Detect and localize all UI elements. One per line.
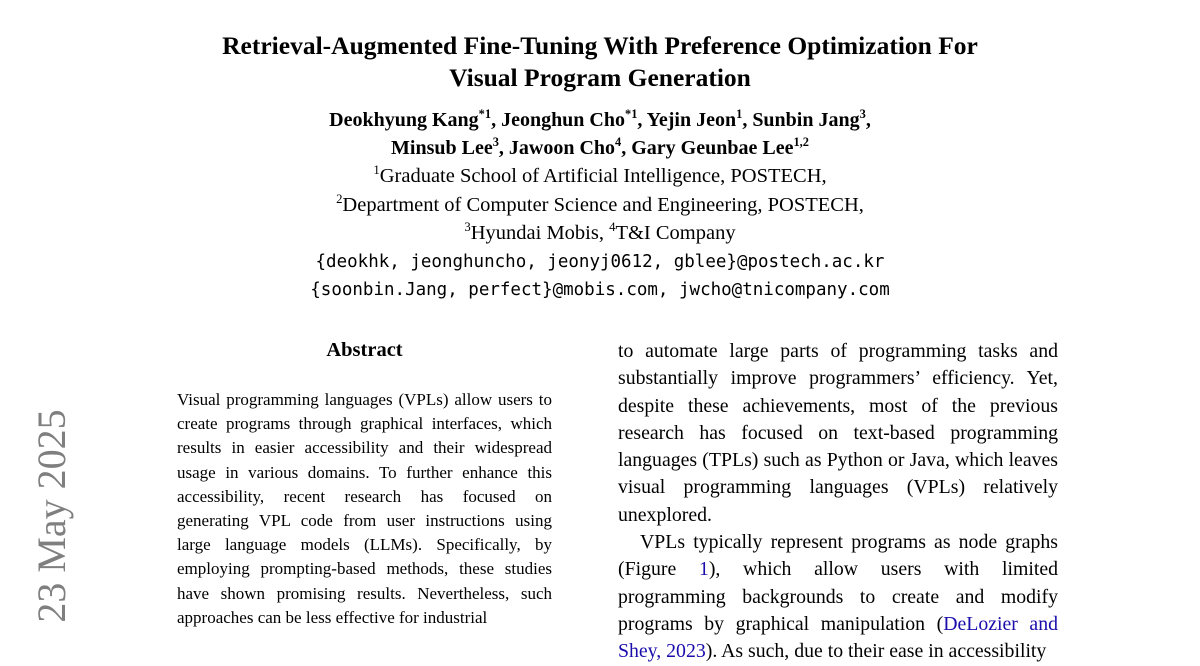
arxiv-side-date: 23 May 2025	[29, 409, 74, 623]
affil-text: T&I Company	[615, 222, 736, 244]
affil-sup: 3	[464, 219, 471, 234]
body-paragraph-1: to automate large parts of programming tasks and substantially improve programmers’ efficiency. Yet, despite these achievements, most of the previous research has focused on text-based programming languages (TPLs) such as Python or Java, which leaves visual programming languages (VPLs) relatively unexplored.	[618, 340, 1058, 526]
affil-sup: 2	[336, 191, 343, 206]
author-affil-sup: 1,2	[793, 134, 809, 149]
author-name: Minsub Lee	[391, 137, 493, 159]
author-name: Jawoon Cho	[508, 137, 616, 159]
author-affil-sup: 4	[615, 134, 622, 149]
paper-header	[0, 30, 1200, 305]
body-text: ), which allow users with limited programming backgrounds to create and modify programs by graphical manipulation (	[618, 558, 1058, 635]
author-affil-sup: *1	[478, 106, 492, 121]
paper-title	[0, 30, 1200, 94]
author-separator: ,	[637, 109, 647, 131]
affiliation-3	[0, 219, 1200, 248]
affiliation-1	[0, 162, 1200, 191]
email-line-1: {deokhk, jeonghuncho, jeonyj0612, gblee}@postech.ac.kr	[315, 251, 885, 272]
author-list	[0, 106, 1200, 162]
title-line-2: Visual Program Generation	[449, 63, 751, 92]
author-name: Sunbin Jang	[752, 109, 860, 131]
title-line-1: Retrieval-Augmented Fine-Tuning With Preference Optimization For	[222, 31, 978, 60]
affil-text: Hyundai Mobis,	[470, 222, 610, 244]
author-name: Yejin Jeon	[646, 109, 737, 131]
left-column	[177, 336, 552, 630]
affil-text: Graduate School of Artificial Intelligence, POSTECH,	[379, 165, 827, 187]
author-separator: ,	[865, 109, 871, 131]
author-name: Gary Geunbae Lee	[631, 137, 794, 159]
abstract-text: Visual programming languages (VPLs) allow users to create programs through graphical interfaces, which results in easier accessibility and their widespread usage in various domains. To further enhance this accessibility, recent research has focused on generating VPL code from user instructions using large language models (LLMs). Specifically, by employing prompting-based methods, these studies have shown promising results. Nevertheless, such approaches can be less effective for industrial	[177, 390, 552, 627]
affil-text: Department of Computer Science and Engineering, POSTECH,	[342, 193, 864, 216]
author-name: Jeonghun Cho	[501, 109, 625, 131]
body-text: VPLs typically represent programs as node graphs (Figure	[618, 531, 1058, 581]
right-column	[618, 338, 1058, 666]
citation-link[interactable]: DeLozier and Shey, 2023	[618, 612, 1058, 663]
author-affil-sup: 1	[736, 106, 743, 121]
author-separator: ,	[498, 137, 509, 159]
author-affil-sup: 3	[492, 134, 499, 149]
figure-reference-link[interactable]: 1	[698, 558, 709, 581]
email-line-2: {soonbin.Jang, perfect}@mobis.com, jwcho@tnicompany.com	[310, 280, 890, 300]
author-affil-sup: *1	[625, 106, 638, 121]
author-separator: ,	[742, 109, 753, 131]
author-affil-sup: 3	[859, 106, 866, 121]
author-separator: ,	[621, 137, 632, 159]
author-separator: ,	[491, 109, 502, 131]
affil-sup: 4	[609, 219, 616, 234]
abstract-heading: Abstract	[326, 339, 403, 361]
affil-sup: 1	[373, 162, 380, 177]
body-paragraph-2	[618, 529, 1058, 665]
author-name: Deokhyung Kang	[329, 109, 479, 131]
body-text: ). As such, due to their ease in accessibility	[705, 640, 1047, 663]
affiliation-2	[0, 191, 1200, 220]
